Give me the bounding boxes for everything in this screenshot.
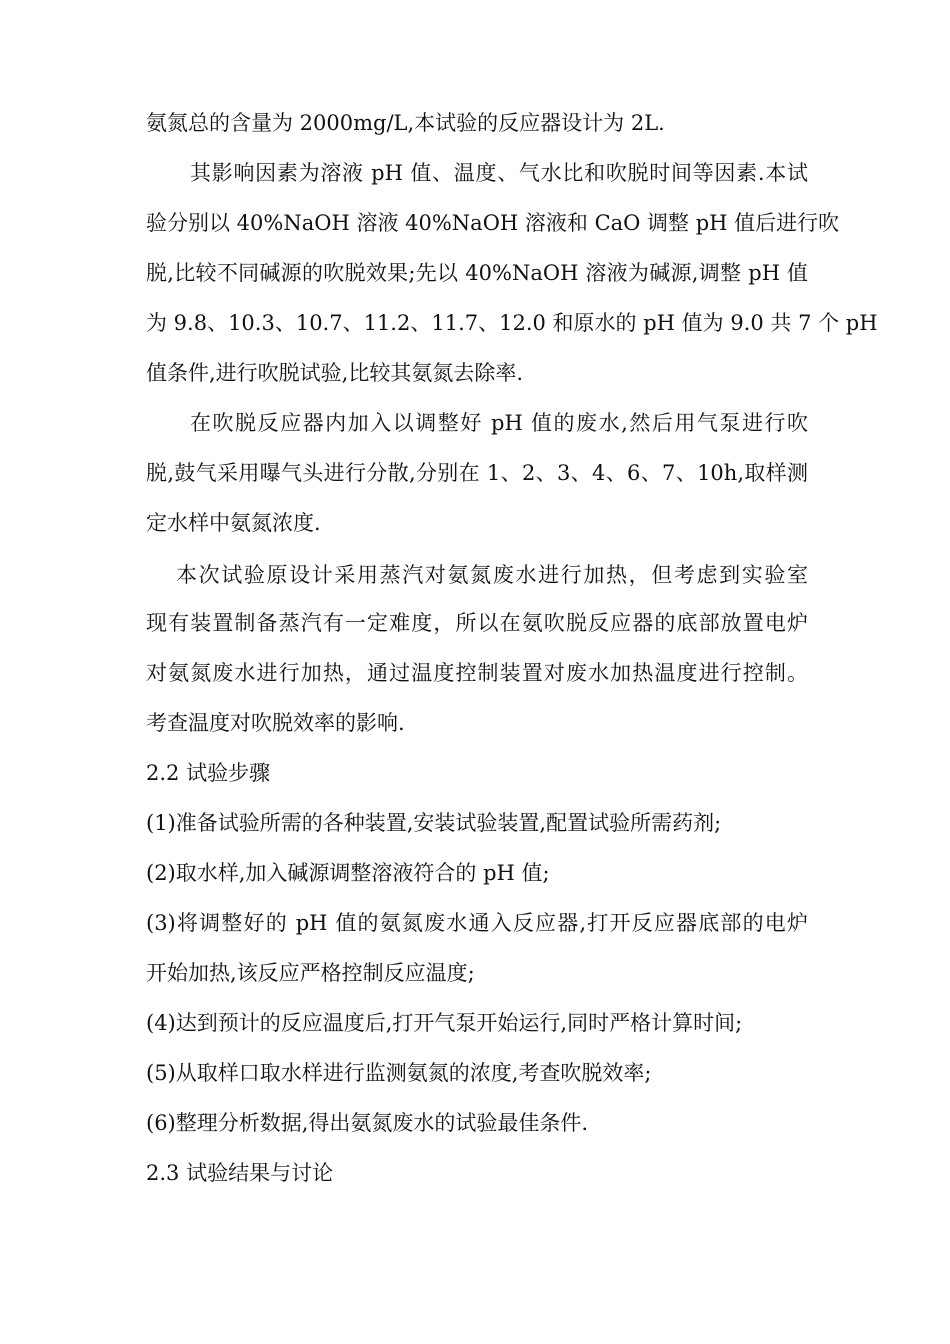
step-item: (5)从取样口取水样进行监测氨氮的浓度,考查吹脱效率; — [146, 1061, 652, 1085]
text-line: 为 9.8、10.3、10.7、11.2、11.7、12.0 和原水的 pH 值为 9.0 共 7 个 pH — [146, 311, 878, 335]
step-item: (6)整理分析数据,得出氨氮废水的试验最佳条件. — [146, 1111, 589, 1135]
text-line: 考查温度对吹脱效率的影响. — [146, 711, 405, 735]
text-line: 现有装置制备蒸汽有一定难度，所以在氨吹脱反应器的底部放置电炉 — [146, 611, 808, 635]
step-item: (2)取水样,加入碱源调整溶液符合的 pH 值; — [146, 861, 550, 885]
text-line: 脱,比较不同碱源的吹脱效果;先以 40%NaOH 溶液为碱源,调整 pH 值 — [146, 261, 808, 285]
text-line: 值条件,进行吹脱试验,比较其氨氮去除率. — [146, 361, 524, 385]
text-line: 氨氮总的含量为 2000mg/L,本试验的反应器设计为 2L. — [146, 111, 665, 135]
paragraph-indented-line: 本次试验原设计采用蒸汽对氨氮废水进行加热，但考虑到实验室 — [176, 563, 808, 587]
step-item-continuation: 开始加热,该反应严格控制反应温度; — [146, 961, 475, 985]
text-line: 对氨氮废水进行加热，通过温度控制装置对废水加热温度进行控制。 — [146, 661, 808, 685]
text-line: 定水样中氨氮浓度. — [146, 511, 321, 535]
step-item: (1)准备试验所需的各种装置,安装试验装置,配置试验所需药剂; — [146, 811, 722, 835]
text-line: 验分别以 40%NaOH 溶液 40%NaOH 溶液和 CaO 调整 pH 值后进行吹 — [146, 211, 840, 235]
paragraph-indented-line: 在吹脱反应器内加入以调整好 pH 值的废水,然后用气泵进行吹 — [190, 411, 808, 435]
section-heading: 2.2 试验步骤 — [146, 761, 271, 785]
paragraph-indented-line: 其影响因素为溶液 pH 值、温度、气水比和吹脱时间等因素.本试 — [190, 161, 808, 185]
step-item: (3)将调整好的 pH 值的氨氮废水通入反应器,打开反应器底部的电炉 — [146, 911, 808, 935]
text-line: 脱,鼓气采用曝气头进行分散,分别在 1、2、3、4、6、7、10h,取样测 — [146, 461, 808, 485]
step-item: (4)达到预计的反应温度后,打开气泵开始运行,同时严格计算时间; — [146, 1011, 743, 1035]
section-heading: 2.3 试验结果与讨论 — [146, 1161, 334, 1185]
